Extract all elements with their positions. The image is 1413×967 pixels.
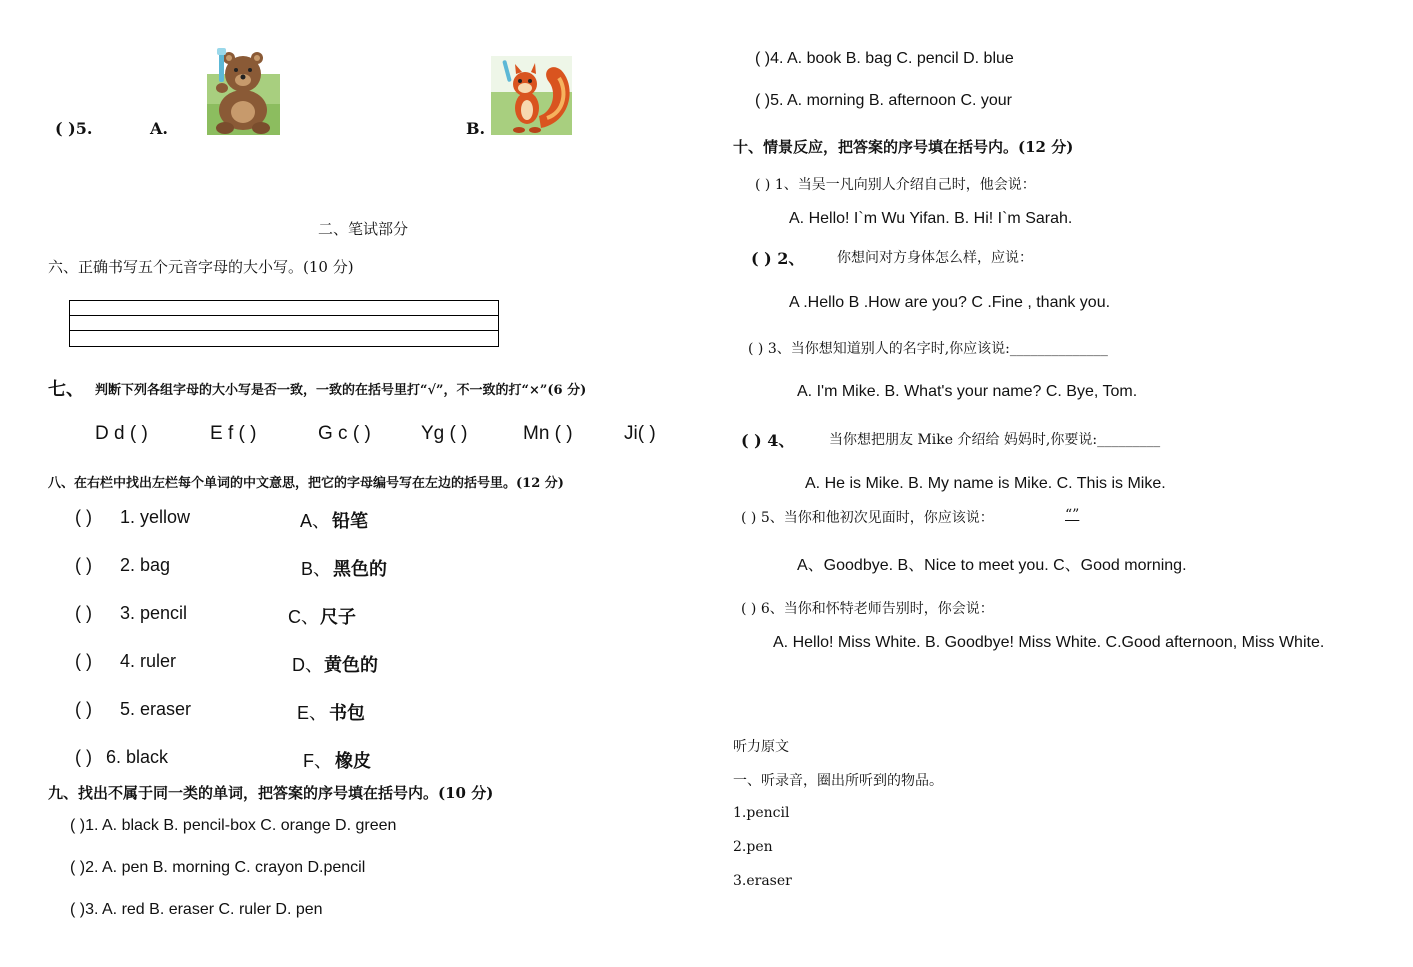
q8-row-6-letter: F、 <box>303 751 332 771</box>
q9-item-3: ( )3. A. red B. eraser C. ruler D. pen <box>70 901 323 918</box>
q10-q3: ( ) 3、当你想知道别人的名字时,你应该说:______________ <box>748 341 1108 357</box>
q10-q5-answer-blank[interactable]: “” <box>1065 507 1080 523</box>
q10-q1-options: A. Hello! I`m Wu Yifan. B. Hi! I`m Sarah. <box>789 210 1073 227</box>
q7-pair-2: E f ( ) <box>210 423 257 444</box>
q7-pair-4: Yg ( ) <box>421 423 468 444</box>
squirrel-picture-icon <box>491 56 572 135</box>
q5-option-a: A. <box>150 119 168 138</box>
listening-item-2: 2.pen <box>733 839 773 855</box>
section-written-title: 二、笔试部分 <box>318 220 409 238</box>
q9-title: 九、找出不属于同一类的单词，把答案的序号填在括号内。(10 分) <box>48 784 494 802</box>
q8-row-2-word: 2. bag <box>120 555 171 575</box>
q8-row-4-paren: ( ) <box>75 651 92 671</box>
q10-q5: ( ) 5、当你和他初次见面时，你应该说： <box>741 510 994 526</box>
q6-writing-lines[interactable] <box>69 300 499 347</box>
q10-q6-options: A. Hello! Miss White. B. Goodbye! Miss White. C.Good afternoon, Miss White. <box>773 634 1325 651</box>
q8-row-5-word: 5. eraser <box>120 699 192 719</box>
q7-pair-3: G c ( ) <box>318 423 371 444</box>
bear-picture-icon <box>207 44 280 135</box>
q8-row-4-meaning: 黄色的 <box>324 655 378 675</box>
q8-row-1-paren: ( ) <box>75 507 92 527</box>
q8-row-6-meaning: 橡皮 <box>335 751 371 771</box>
listening-title: 听力原文 <box>733 739 789 755</box>
q7-number: 七、 <box>48 379 84 400</box>
listening-item-1: 1.pencil <box>733 805 790 821</box>
listening-subtitle: 一、听录音，圈出所听到的物品。 <box>733 773 943 789</box>
q10-q4: 当你想把朋友 Mike 介绍给 妈妈时,你要说:_________ <box>829 432 1161 448</box>
q8-row-3-meaning: 尺子 <box>320 607 356 627</box>
q10-q6: ( ) 6、当你和怀特老师告别时，你会说： <box>741 601 994 617</box>
q8-row-2-letter: B、 <box>301 559 332 579</box>
q5-paren: ( )5. <box>55 119 93 138</box>
q9-item-1: ( )1. A. black B. pencil-box C. orange D. green <box>70 817 397 834</box>
q8-row-5-paren: ( ) <box>75 699 92 719</box>
q10-q3-options: A. I'm Mike. B. What's your name? C. Bye, Tom. <box>797 383 1138 400</box>
listening-item-3: 3.eraser <box>733 873 792 889</box>
q10-q2-options: A .Hello B .How are you? C .Fine , thank you. <box>789 294 1111 311</box>
q10-q5-options: A、Goodbye. B、Nice to meet you. C、Good morning. <box>797 557 1187 574</box>
q10-q2: 你想问对方身体怎么样，应说： <box>837 250 1033 266</box>
q8-row-5-letter: E、 <box>297 703 328 723</box>
q8-row-2-meaning: 黑色的 <box>333 559 387 579</box>
q8-row-5-meaning: 书包 <box>329 703 365 723</box>
q10-title: 十、情景反应，把答案的序号填在括号内。(12 分) <box>733 138 1074 156</box>
q9-item-4: ( )4. A. book B. bag C. pencil D. blue <box>755 50 1014 67</box>
q8-title: 八、在右栏中找出左栏每个单词的中文意思，把它的字母编号写在左边的括号里。(12 分) <box>48 476 564 491</box>
q8-row-3-letter: C、 <box>288 607 319 627</box>
q7-pair-6: Ji( ) <box>624 423 656 444</box>
q7-title: 判断下列各组字母的大小写是否一致，一致的在括号里打“√”，不一致的打“×”(6 分) <box>95 383 587 398</box>
q6-title: 六、正确书写五个元音字母的大小写。(10 分) <box>48 258 354 276</box>
q8-row-6-word: 6. black <box>106 747 169 767</box>
q8-row-2-paren: ( ) <box>75 555 92 575</box>
q7-pair-5: Mn ( ) <box>523 423 573 444</box>
q8-row-3-paren: ( ) <box>75 603 92 623</box>
q9-item-5: ( )5. A. morning B. afternoon C. your <box>755 92 1013 109</box>
q8-row-1-meaning: 铅笔 <box>332 511 368 531</box>
q10-q1: ( ) 1、当吴一凡向别人介绍自己时，他会说： <box>755 177 1036 193</box>
q9-item-2: ( )2. A. pen B. morning C. crayon D.pencil <box>70 859 366 876</box>
q8-row-6-paren: ( ) <box>75 747 92 767</box>
q8-row-1-word: 1. yellow <box>120 507 191 527</box>
q10-q2-paren: ( ) 2、 <box>751 249 805 268</box>
q10-q4-options: A. He is Mike. B. My name is Mike. C. This is Mike. <box>805 475 1166 492</box>
q5-option-b: B. <box>466 119 486 138</box>
q7-pair-1: D d ( ) <box>95 423 148 444</box>
q10-q4-paren: ( ) 4、 <box>741 431 795 450</box>
q8-row-1-letter: A、 <box>300 511 331 531</box>
q8-row-4-word: 4. ruler <box>120 651 177 671</box>
q8-row-3-word: 3. pencil <box>120 603 188 623</box>
q8-row-4-letter: D、 <box>292 655 323 675</box>
